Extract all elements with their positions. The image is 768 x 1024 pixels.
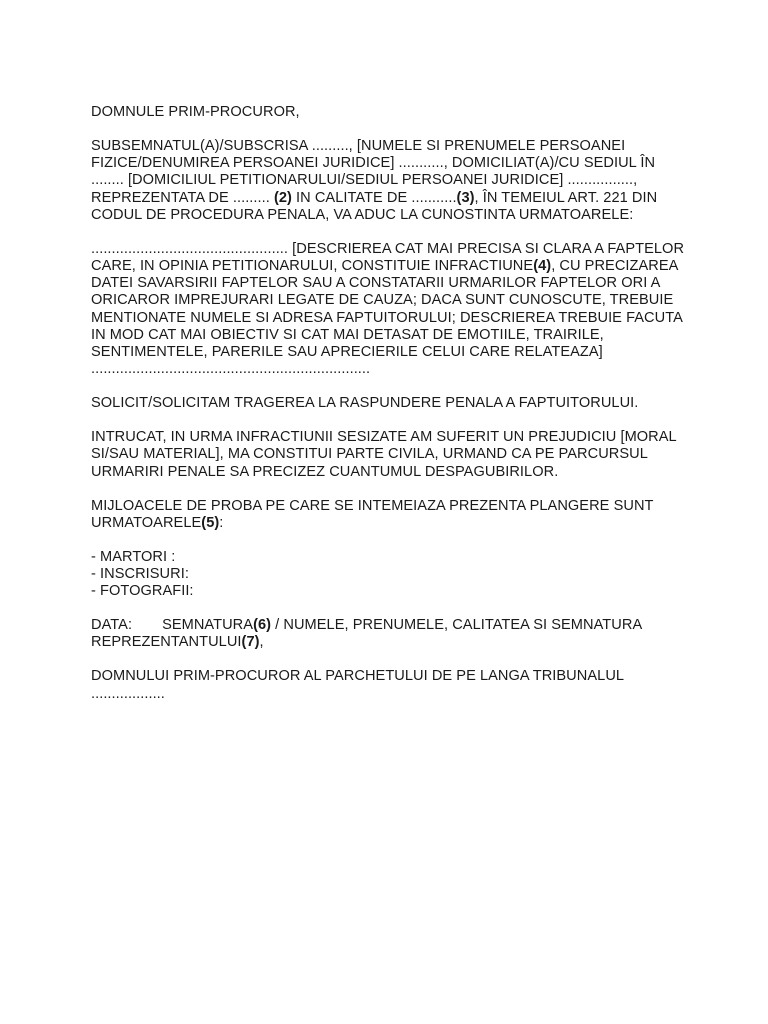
signature-label: SEMNATURA: [162, 617, 254, 634]
description-paragraph: [91, 241, 691, 379]
footnote-ref-6: (6): [253, 617, 272, 634]
addressee-line-1: DOMNULUI PRIM-PROCUROR AL PARCHETULUI DE PE LANGA TRIBUNALUL: [91, 668, 625, 685]
intro-text-1: SUBSEMNATUL(A)/SUBSCRISA ........., [NUMELE SI PRENUMELE PERSOANEI FIZICE/DENUMIREA PERSOANEI JURIDICE] ..........., DOMICILIAT(A)/CU SEDIUL ÎN ........ [DOMICILIUL PETITIONARULUI/SEDIUL PERSOANEI JURIDICE] ................, REPREZENTATA DE .........: [91, 138, 656, 206]
salutation: DOMNULE PRIM-PROCUROR,: [91, 104, 300, 120]
footnote-ref-2: (2): [273, 189, 292, 206]
list-item: - INSCRISURI:: [91, 566, 189, 583]
footnote-ref-4: (4): [533, 258, 552, 275]
signature-text: / NUMELE, PRENUMELE, CALITATEA SI SEMNATURA REPREZENTANTULUI: [91, 617, 642, 651]
list-item: - MARTORI :: [91, 548, 176, 565]
civil-party-paragraph: INTRUCAT, IN URMA INFRACTIUNII SESIZATE AM SUFERIT UN PREJUDICIU [MORAL SI/SAU MATERIAL], MA CONSTITUI PARTE CIVILA, URMAND CA PE PARCURSUL URMARIRI PENALE SA PRECIZEZ CUANTUMUL DESPAGUBIRILOR.: [91, 429, 677, 480]
addressee: [91, 668, 691, 702]
evidence-text: MIJLOACELE DE PROBA PE CARE SE INTEMEIAZA PREZENTA PLANGERE SUNT URMATOARELE: [91, 497, 654, 531]
footnote-ref-3: (3): [456, 189, 475, 206]
footnote-ref-7: (7): [241, 634, 260, 651]
date-label: DATA:: [91, 617, 133, 634]
list-item: - FOTOGRAFII:: [91, 583, 194, 600]
signature-paragraph: [91, 617, 691, 651]
complaint-document: [91, 104, 691, 703]
description-text-2: , CU PRECIZAREA DATEI SAVARSIRII FAPTELOR SAU A CONSTATARII URMARILOR FAPTELOR ORI A ORICAROR IMPREJURARI LEGATE DE CAUZA; DACA SUNT CUNOSCUTE, TREBUIE MENTIONATE NUMELE SI ADRESA FAPTUITORULUI; DESCRIEREA TREBUIE FACUTA IN MOD CAT MAI OBIECTIV SI CAT MAI DETASAT DE EMOTIILE, TRAIRILE, SENTIMENTELE, PARERILE SAU APRECIERILE CELUI CARE RELATEAZA] ....................................................................: [91, 258, 683, 378]
evidence-suffix: :: [219, 514, 224, 531]
description-text-1: ................................................ [DESCRIEREA CAT MAI PRECISA SI CLARA A FAPTELOR CARE, IN OPINIA PETITIONARULUI, CONSTITUIE INFRACTIUNE: [91, 240, 685, 275]
evidence-paragraph: [91, 498, 691, 532]
intro-text-2: IN CALITATE DE ...........: [291, 189, 457, 206]
evidence-list: [91, 549, 691, 601]
footnote-ref-5: (5): [201, 514, 220, 531]
intro-text-3: , ÎN TEMEIUL ART. 221 DIN CODUL DE PROCEDURA PENALA, VA ADUC LA CUNOSTINTA URMATOARELE:: [91, 189, 658, 223]
intro-paragraph: [91, 138, 691, 224]
signature-suffix: ,: [259, 634, 264, 651]
addressee-line-2: ..................: [91, 685, 165, 702]
request-paragraph: SOLICIT/SOLICITAM TRAGEREA LA RASPUNDERE PENALA A FAPTUITORULUI.: [91, 395, 639, 412]
